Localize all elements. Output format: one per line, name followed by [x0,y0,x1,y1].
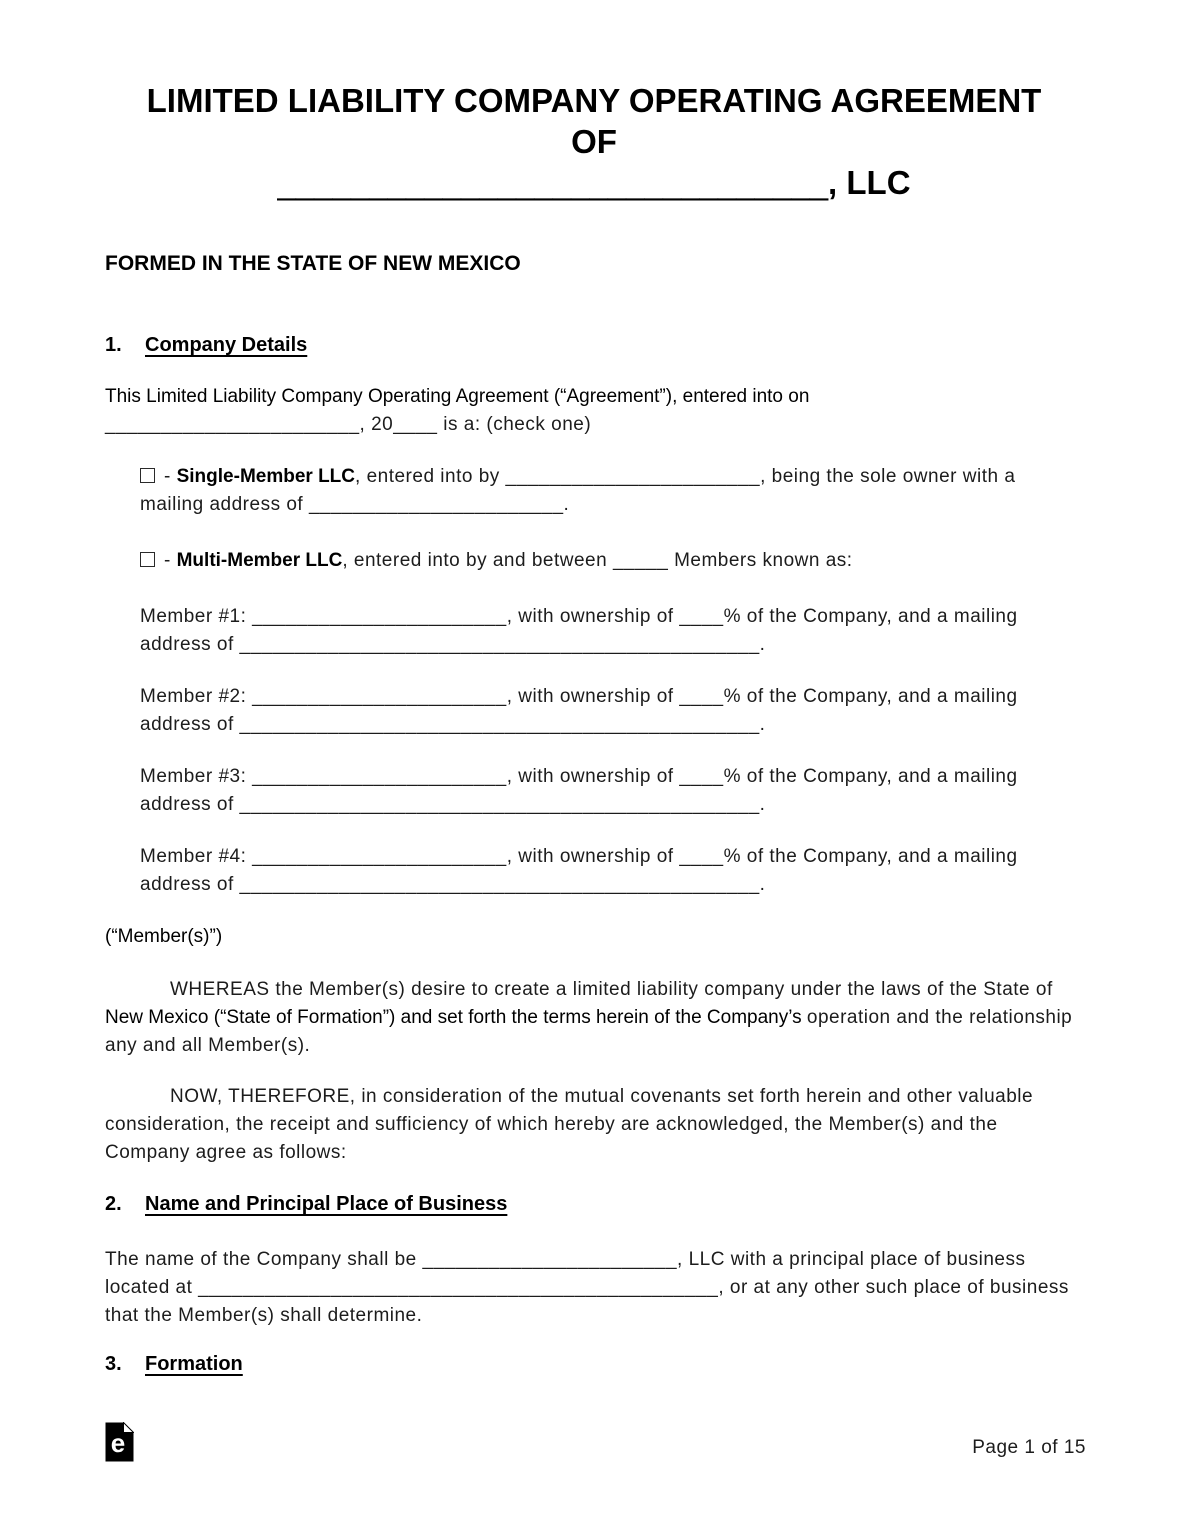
page-number-label: Page 1 of 15 [972,1437,1086,1458]
section-3-heading [105,1350,1083,1378]
document-title [105,80,1083,203]
multi-member-label: Multi-Member LLC [176,550,343,571]
intro-paragraph [105,383,1083,439]
members-note: (“Member(s)”) [105,926,223,947]
multi-member-checkbox[interactable] [140,552,155,567]
whereas-run-2: New Mexico (“State of Formation”) and set forth the terms herein of the Company’s [105,1007,807,1028]
member-4-row: Member #4: _______________________, with ownership of ____% of the Company, and a mailing address of _______________________________________________. [140,846,1018,895]
formed-in-state-line: FORMED IN THE STATE OF NEW MEXICO [105,252,521,275]
now-therefore-paragraph: NOW, THEREFORE, in consideration of the mutual covenants set forth herein and other valuable consideration, the receipt and sufficiency of which hereby are acknowledged, the Member(s) and the Company agree as follows: [105,1086,1034,1163]
title-line-1: LIMITED LIABILITY COMPANY OPERATING AGREEMENT [146,82,1042,119]
intro-run-1: This Limited Liability Company Operating Agreement (“Agreement”), entered into on [105,386,810,407]
single-member-text: , entered into by _______________________, being the sole owner with a mailing address of _______________________. [140,466,1016,515]
section-2-heading [105,1190,1083,1218]
multi-member-text: , entered into by and between _____ Members known as: [342,550,853,571]
eforms-logo-icon [105,1422,134,1462]
single-member-checkbox[interactable] [140,468,155,483]
member-3-row: Member #3: _______________________, with ownership of ____% of the Company, and a mailing address of _______________________________________________. [140,766,1018,815]
section-3-label: Formation [145,1353,243,1375]
company-name-blank: ______________________________ [277,164,829,201]
member-2-row: Member #2: _______________________, with ownership of ____% of the Company, and a mailing address of _______________________________________________. [140,686,1018,735]
section-2-body: The name of the Company shall be _______________________, LLC with a principal place of business located at _______________________________________________, or at any other such place of business that the Member(s) shall determine. [105,1249,1069,1326]
section-3-number: 3. [105,1353,122,1375]
intro-run-2: _______________________, 20____ is a: (check one) [105,414,592,435]
section-1-number: 1. [105,334,122,356]
page-footer [105,1422,1086,1462]
section-2-label: Name and Principal Place of Business [145,1193,508,1215]
title-line-2: OF [571,123,617,160]
whereas-paragraph [105,976,1083,1060]
single-member-label: Single-Member LLC [176,466,356,487]
member-1-row: Member #1: _______________________, with ownership of ____% of the Company, and a mailing address of _______________________________________________. [140,606,1018,655]
whereas-run-1: WHEREAS the Member(s) desire to create a limited liability company under the laws of the State of [170,979,1053,1000]
section-2-number: 2. [105,1193,122,1215]
multi-member-option [105,547,1083,575]
single-member-dash: - [164,466,177,487]
section-1-heading [105,331,1083,359]
section-1-label: Company Details [145,334,308,356]
logo-letter: e [110,1428,126,1458]
whereas-run-3: operation and the relationship any and all Member(s). [105,1007,1073,1056]
title-llc-suffix: , LLC [828,164,911,201]
multi-member-dash: - [164,550,177,571]
single-member-option [105,463,1083,519]
title-company-line [105,162,1083,203]
